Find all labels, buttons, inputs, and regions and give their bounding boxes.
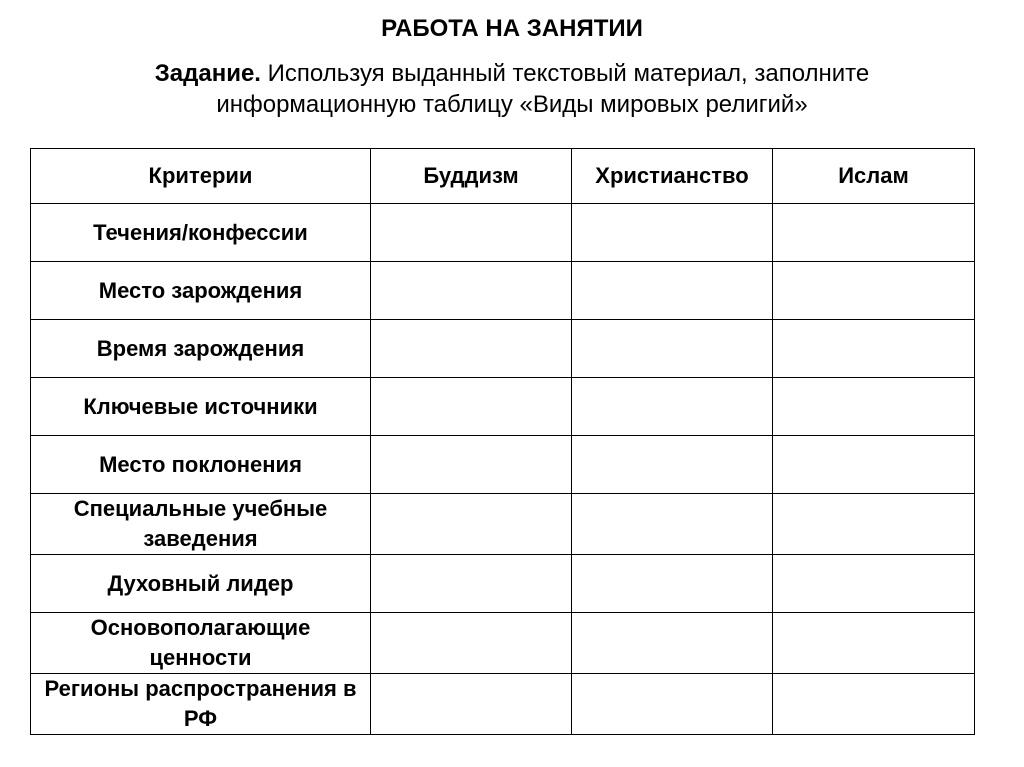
task-text-1: Используя выданный текстовый материал, заполните bbox=[260, 60, 870, 87]
row-criterion: Ключевые источники bbox=[31, 378, 371, 436]
header-islam: Ислам bbox=[773, 149, 975, 204]
table-row bbox=[31, 378, 975, 436]
table-header-row bbox=[31, 149, 975, 204]
cell-buddhism[interactable] bbox=[371, 613, 572, 674]
row-criterion: Место поклонения bbox=[31, 436, 371, 494]
table-row bbox=[31, 436, 975, 494]
table-row bbox=[31, 613, 975, 674]
cell-christianity[interactable] bbox=[572, 204, 773, 262]
row-criterion: Духовный лидер bbox=[31, 555, 371, 613]
table-row bbox=[31, 494, 975, 555]
cell-buddhism[interactable] bbox=[371, 204, 572, 262]
cell-christianity[interactable] bbox=[572, 494, 773, 555]
row-criterion: Место зарождения bbox=[31, 262, 371, 320]
cell-islam[interactable] bbox=[773, 320, 975, 378]
table-row bbox=[31, 204, 975, 262]
cell-islam[interactable] bbox=[773, 204, 975, 262]
cell-buddhism[interactable] bbox=[371, 555, 572, 613]
cell-islam[interactable] bbox=[773, 555, 975, 613]
cell-buddhism[interactable] bbox=[371, 320, 572, 378]
religions-table bbox=[30, 148, 975, 735]
header-christianity: Христианство bbox=[572, 149, 773, 204]
cell-islam[interactable] bbox=[773, 378, 975, 436]
row-criterion: Течения/конфессии bbox=[31, 204, 371, 262]
row-criterion: Основополагающие ценности bbox=[31, 613, 371, 674]
cell-islam[interactable] bbox=[773, 436, 975, 494]
cell-christianity[interactable] bbox=[572, 674, 773, 735]
cell-islam[interactable] bbox=[773, 674, 975, 735]
task-text-2: информационную таблицу «Виды мировых религий» bbox=[216, 91, 808, 118]
table-row bbox=[31, 674, 975, 735]
cell-christianity[interactable] bbox=[572, 262, 773, 320]
header-buddhism: Буддизм bbox=[371, 149, 572, 204]
cell-christianity[interactable] bbox=[572, 436, 773, 494]
table-row bbox=[31, 262, 975, 320]
task-label: Задание. bbox=[154, 60, 261, 87]
cell-islam[interactable] bbox=[773, 262, 975, 320]
cell-buddhism[interactable] bbox=[371, 674, 572, 735]
row-criterion: Регионы распространения в РФ bbox=[31, 674, 371, 735]
task-instructions bbox=[0, 58, 1024, 120]
task-line-1 bbox=[0, 58, 1024, 89]
cell-buddhism[interactable] bbox=[371, 436, 572, 494]
cell-christianity[interactable] bbox=[572, 555, 773, 613]
row-criterion: Специальные учебные заведения bbox=[31, 494, 371, 555]
cell-buddhism[interactable] bbox=[371, 378, 572, 436]
table-row bbox=[31, 320, 975, 378]
table-row bbox=[31, 555, 975, 613]
page-title: РАБОТА НА ЗАНЯТИИ bbox=[381, 15, 643, 42]
cell-islam[interactable] bbox=[773, 613, 975, 674]
cell-buddhism[interactable] bbox=[371, 262, 572, 320]
cell-christianity[interactable] bbox=[572, 378, 773, 436]
cell-christianity[interactable] bbox=[572, 613, 773, 674]
cell-christianity[interactable] bbox=[572, 320, 773, 378]
cell-islam[interactable] bbox=[773, 494, 975, 555]
header-criteria: Критерии bbox=[31, 149, 371, 204]
row-criterion: Время зарождения bbox=[31, 320, 371, 378]
cell-buddhism[interactable] bbox=[371, 494, 572, 555]
